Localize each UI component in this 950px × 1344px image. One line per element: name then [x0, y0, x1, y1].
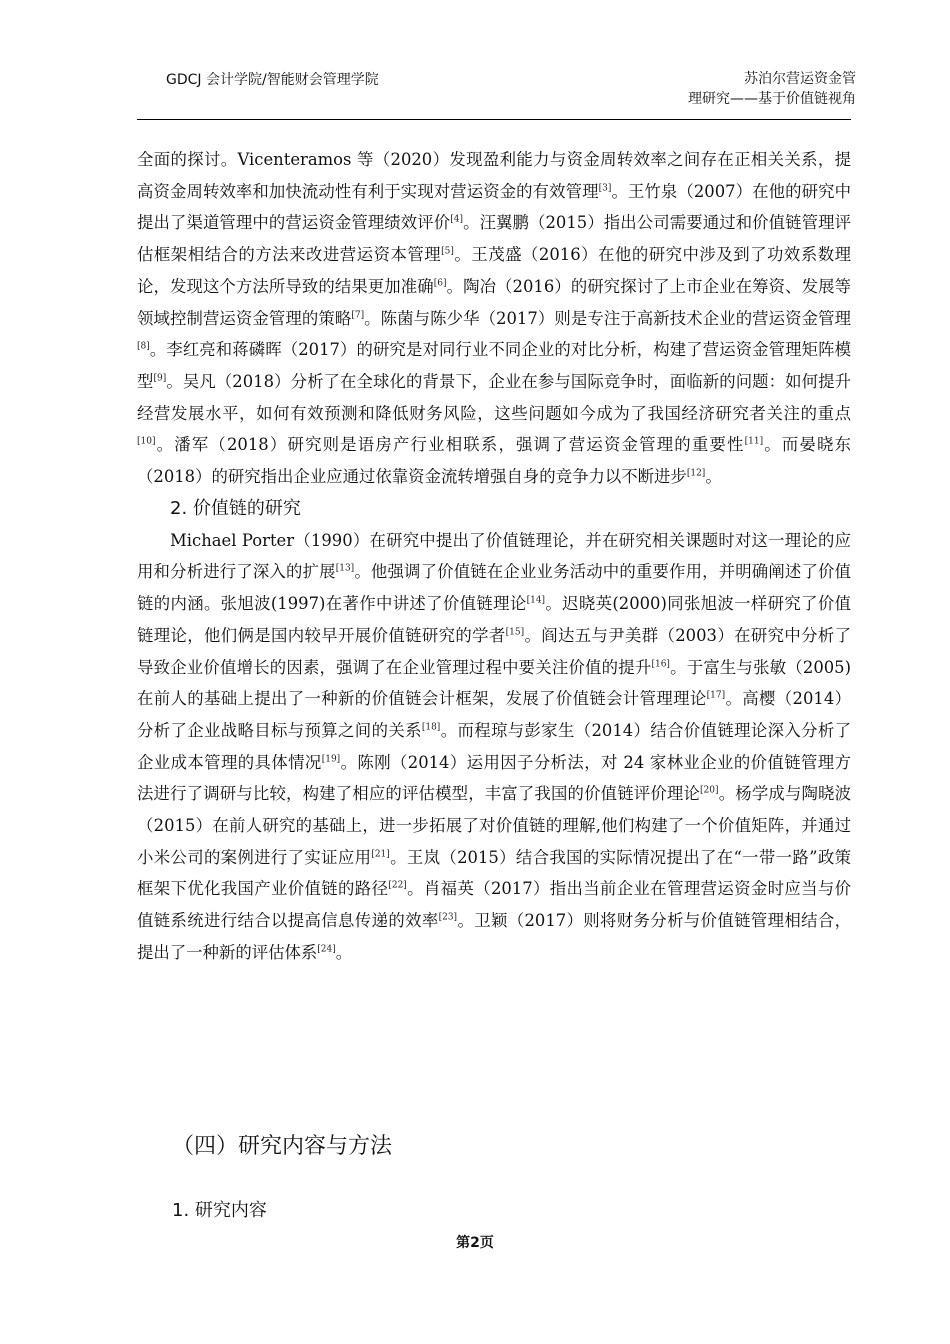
header-thesis-title: [636, 69, 856, 109]
citation-ref: [21]: [371, 849, 390, 860]
text-run: 。杨学成与陶晓波（2015）在前人研究的基础上，进一步拓展了对价值链的理解,他们构建了一个价值矩阵，并通过小米公司的案例进行了实证应用: [137, 784, 852, 867]
header-title-line2: 理研究——基于价值链视角: [688, 91, 856, 107]
citation-ref: [23]: [438, 912, 458, 923]
citation-ref: [24]: [317, 944, 336, 955]
citation-ref: [19]: [321, 754, 341, 765]
text-run: 。王竹泉（2007）在他的研究中提出了渠道管理中的营运资金管理绩效评价: [137, 181, 851, 233]
citation-ref: [17]: [706, 690, 726, 701]
text-run: 。而程琼与彭家生（2014）结合价值链理论深入分析了企业成本管理的具体情况: [137, 720, 852, 772]
text-run: 。吴凡（2018）分析了在全球化的背景下，企业在参与国际竞争时，面临新的问题：如何提升经营发展水平，如何有效预测和降低财务风险，这些问题如今成为了我国经济研究者关注的重点: [137, 371, 852, 423]
citation-ref: [9]: [153, 373, 167, 384]
text-run: 。王茂盛（2016）在他的研究中涉及到了功效系数理论，发现这个方法所导致的结果更加准确: [137, 245, 851, 296]
citation-ref: [18]: [421, 722, 441, 733]
text-run: 。卫颖（2017）则将财务分析与价值链管理相结合，提出了一种新的评估体系: [137, 911, 852, 962]
citation-ref: [10]: [137, 436, 156, 447]
citation-ref: [20]: [700, 785, 719, 796]
citation-ref: [13]: [335, 563, 355, 574]
text-run: 。陶冶（2016）的研究探讨了上市企业在筹资、发展等领域控制营运资金管理的策略: [137, 276, 851, 328]
header-divider: [137, 119, 851, 120]
text-run: 。迟晓英(2000)同张旭波一样研究了价值链理论，他们俩是国内较早开展价值链研究的学者: [137, 594, 851, 645]
citation-ref: [3]: [598, 183, 612, 194]
text-run: 。王岚（2015）结合我国的实际情况提出了在“一带一路”政策框架下优化我国产业价值链的路径: [137, 847, 851, 899]
text-run: 。阎达五与尹美群（2003）在研究中分析了导致企业价值增长的因素，强调了在企业管理过程中要关注价值的提升: [137, 625, 851, 677]
citation-ref: [4]: [450, 214, 463, 225]
header-title-line1: 苏泊尔营运资金管: [744, 71, 856, 87]
text-run: 。高樱（2014）分析了企业战略目标与预算之间的关系: [137, 689, 852, 740]
citation-ref: [11]: [744, 436, 764, 447]
header-school: GDCJ 会计学院/智能财会管理学院: [166, 72, 379, 88]
citation-ref: [22]: [388, 881, 407, 891]
text-run: Michael Porter（1990）在研究中提出了价值链理论，并在研究相关课题时对这一理论的应用和分析进行了深入的扩展: [137, 530, 851, 582]
citation-ref: [6]: [433, 278, 447, 289]
subheading-value-chain-research: 2. 价值链的研究: [170, 497, 301, 519]
text-run: 。: [705, 467, 722, 487]
paragraph-working-capital-review: [137, 144, 851, 493]
page-number: 第2页: [456, 1235, 494, 1251]
citation-ref: [15]: [505, 627, 525, 638]
text-run: 。肖福英（2017）指出当前企业在管理营运资金时应当与价值链系统进行结合以提高信息传递的效率: [137, 879, 852, 931]
text-run: 。于富生与张敏（2005)在前人的基础上提出了一种新的价值链会计框架，发展了价值链会计管理理论: [137, 657, 852, 709]
text-run: 。潘军（2018）研究则是语房产行业相联系，强调了营运资金管理的重要性: [155, 435, 745, 455]
citation-ref: [8]: [137, 341, 150, 352]
text-run: 全面的探讨。Vicenteramos 等（2020）发现盈利能力与资金周转效率之间存在正相关关系，提高资金周转效率和加快流动性有利于实现对营运资金的有效管理: [137, 150, 851, 201]
text-run: 。: [335, 942, 353, 962]
citation-ref: [16]: [651, 659, 670, 670]
citation-ref: [14]: [526, 595, 546, 606]
text-run: 。而晏晓东（2018）的研究指出企业应通过依靠资金流转增强自身的竞争力以不断进步: [137, 435, 852, 487]
citation-ref: [5]: [441, 246, 454, 257]
citation-ref: [7]: [351, 310, 365, 321]
text-run: 。李红亮和蒋磷晖（2017）的研究是对同行业不同企业的对比分析，构建了营运资金管理矩阵模型: [137, 340, 851, 391]
text-run: 。汪翼鹏（2015）指出公司需要通过和价值链管理评估框架相结合的方法来改进营运资本管理: [137, 213, 851, 265]
text-run: 。他强调了价值链在企业业务活动中的重要作用，并明确阐述了价值链的内涵。张旭波(1997)在著作中讲述了价值链理论: [137, 562, 851, 614]
citation-ref: [12]: [686, 468, 706, 479]
subheading-research-content: 1. 研究内容: [172, 1200, 267, 1221]
section-heading-research-content-method: （四）研究内容与方法: [172, 1134, 393, 1159]
text-run: 。陈菌与陈少华（2017）则是专注于高新技术企业的营运资金管理: [364, 308, 852, 328]
text-run: 。陈刚（2014）运用因子分析法，对 24 家林业企业的价值链管理方法进行了调研与比较，构建了相应的评估模型，丰富了我国的价值链评价理论: [137, 752, 851, 804]
document-body: [137, 144, 851, 969]
paragraph-value-chain-review: [137, 525, 851, 969]
